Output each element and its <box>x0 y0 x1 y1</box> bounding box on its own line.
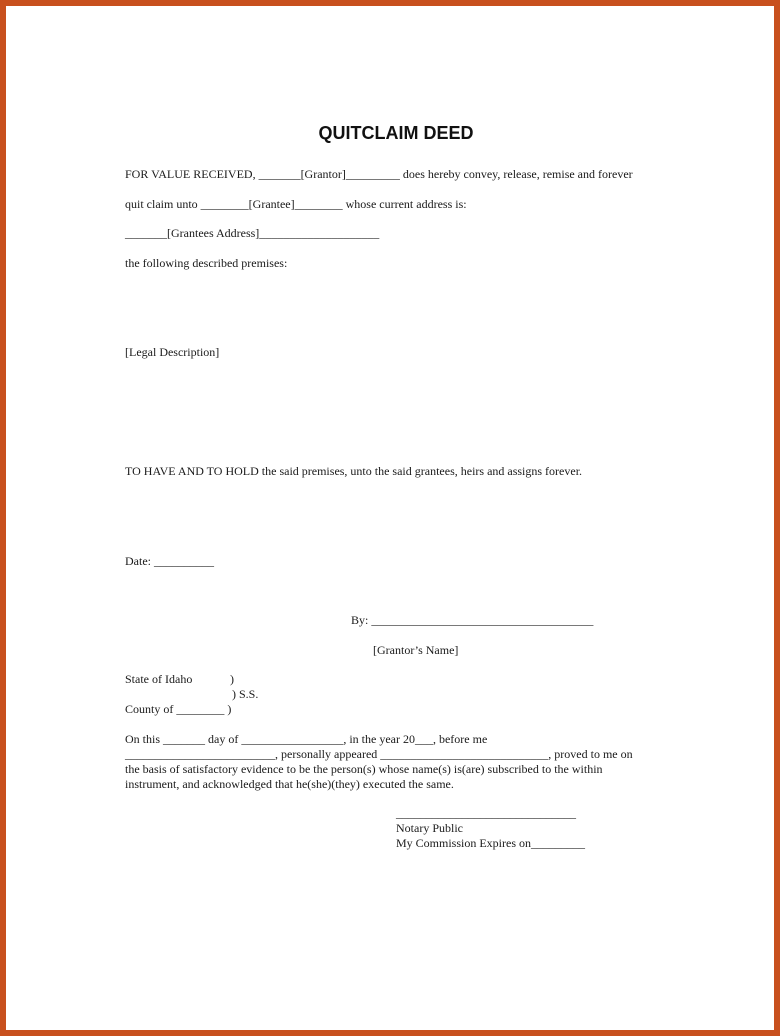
grantor-signature-line: By: _____________________________________ <box>351 613 594 627</box>
date-line: Date: __________ <box>125 554 214 568</box>
notary-title: Notary Public <box>396 821 463 835</box>
grantee-clause: quit claim unto ________[Grantee]________ whose current address is: <box>125 197 467 211</box>
acknowledgment-line-2: _________________________, personally appeared ____________________________, proved to me on <box>125 747 633 761</box>
venue-paren: ) <box>230 672 234 686</box>
legal-description: [Legal Description] <box>125 345 220 359</box>
acknowledgment-line-3: the basis of satisfactory evidence to be the person(s) whose name(s) is(are) subscribed to the within <box>125 762 603 776</box>
notary-commission: My Commission Expires on_________ <box>396 836 586 850</box>
venue-county: County of ________ ) <box>125 702 232 716</box>
venue-ss: ) S.S. <box>232 687 259 701</box>
grantee-address-line: _______[Grantees Address]____________________ <box>125 226 380 240</box>
venue-state: State of Idaho <box>125 672 193 686</box>
grantor-clause: FOR VALUE RECEIVED, _______[Grantor]_________ does hereby convey, release, remise and forever <box>125 167 633 181</box>
notary-signature-line: ______________________________ <box>396 806 576 820</box>
document-title: QUITCLAIM DEED <box>318 123 474 143</box>
grantor-name-label: [Grantor’s Name] <box>373 643 459 657</box>
acknowledgment-line-1: On this _______ day of _________________, in the year 20___, before me <box>125 732 488 746</box>
premises-intro: the following described premises: <box>125 256 288 270</box>
acknowledgment-line-4: instrument, and acknowledged that he(she)(they) executed the same. <box>125 777 454 791</box>
habendum-clause: TO HAVE AND TO HOLD the said premises, unto the said grantees, heirs and assigns forever. <box>125 464 583 478</box>
